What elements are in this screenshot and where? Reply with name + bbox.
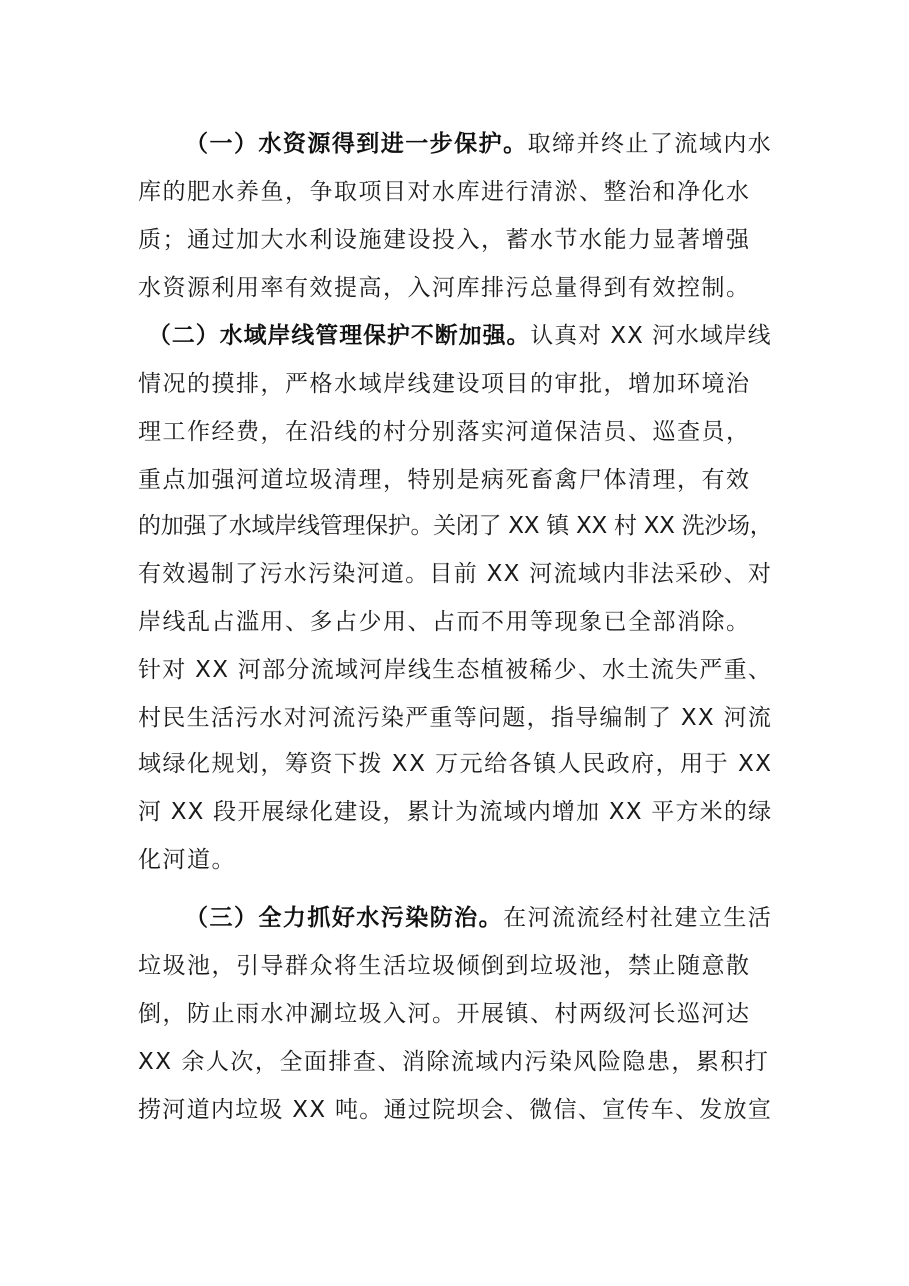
paragraph-line: 库的肥水养鱼，争取项目对水库进行清淤、整治和净化水 [138, 179, 751, 205]
paragraph-line: 河 XX 段开展绿化建设，累计为流域内增加 XX 平方米的绿 [138, 799, 773, 825]
paragraph-line: 重点加强河道垃圾清理，特别是病死畜禽尸体清理，有效 [138, 467, 751, 493]
section-heading: （二）水域岸线管理保护不断加强。 [148, 323, 531, 349]
paragraph-text: 认真对 XX 河水域岸线 [530, 323, 772, 349]
paragraph-line: 倒，防止雨水冲涮垃圾入河。开展镇、村两级河长巡河达 [138, 1001, 751, 1027]
paragraph-line: 水资源利用率有效提高，入河库排污总量得到有效控制。 [138, 275, 751, 301]
paragraph-line: 针对 XX 河部分流域河岸线生态植被稀少、水土流失严重、 [138, 657, 773, 683]
paragraph-line: 理工作经费，在沿线的村分别落实河道保洁员、巡查员， [138, 419, 751, 445]
paragraph-line [185, 129, 772, 159]
section-heading: （一）水资源得到进一步保护。 [185, 131, 528, 157]
paragraph-line: 村民生活污水对河流污染严重等问题，指导编制了 XX 河流 [138, 705, 773, 731]
paragraph-text: 在河流流经村社建立生活 [503, 905, 773, 931]
paragraph-line: 化河道。 [138, 847, 236, 873]
paragraph-line: XX 余人次，全面排查、消除流域内污染风险隐患，累积打 [138, 1049, 770, 1075]
section-heading: （三）全力抓好水污染防治。 [185, 905, 504, 931]
paragraph-line: 质；通过加大水利设施建设投入，蓄水节水能力显著增强 [138, 227, 751, 253]
paragraph-line: 垃圾池，引导群众将生活垃圾倾倒到垃圾池，禁止随意散 [138, 953, 751, 979]
paragraph-line: 捞河道内垃圾 XX 吨。通过院坝会、微信、宣传车、发放宣 [138, 1097, 773, 1123]
paragraph-text: 取缔并终止了流域内水 [527, 131, 773, 157]
paragraph-line: 有效遏制了污水污染河道。目前 XX 河流域内非法采砂、对 [138, 561, 773, 587]
paragraph-line [148, 321, 772, 351]
paragraph-line: 岸线乱占滥用、多占少用、占而不用等现象已全部消除。 [138, 609, 751, 635]
paragraph-line: 域绿化规划，筹资下拨 XX 万元给各镇人民政府，用于 XX [138, 751, 773, 777]
paragraph-line [185, 903, 772, 933]
paragraph-line: 情况的摸排，严格水域岸线建设项目的审批，增加环境治 [138, 371, 751, 397]
paragraph-line: 的加强了水域岸线管理保护。关闭了 XX 镇 XX 村 XX 洗沙场， [138, 513, 773, 539]
